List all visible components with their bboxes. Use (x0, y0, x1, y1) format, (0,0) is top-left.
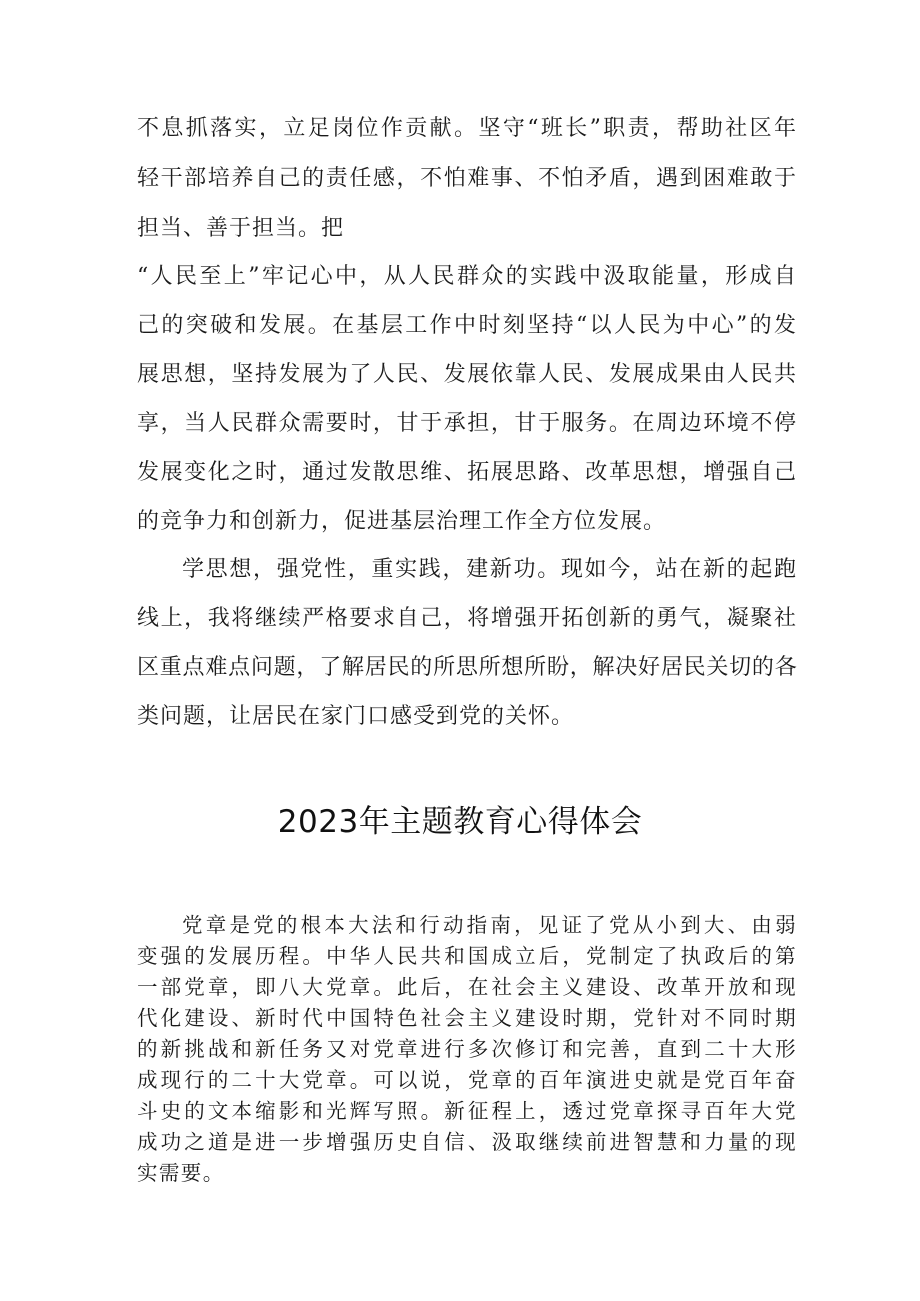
document-title: 2023年主题教育心得体会 (277, 804, 643, 840)
text-line: 展思想，坚持发展为了人民、发展依靠人民、发展成果由人民共 (137, 362, 797, 387)
text-line: 变强的发展历程。中华人民共和国成立后，党制定了执政后的第 (137, 944, 797, 968)
text-line: 轻干部培养自己的责任感，不怕难事、不怕矛盾，遇到困难敢于 (137, 166, 797, 191)
text-line: 不息抓落实，立足岗位作贡献。坚守“班长”职责，帮助社区年 (137, 116, 797, 141)
text-line: 成功之道是进一步增强历史自信、汲取继续前进智慧和力量的现 (137, 1130, 797, 1154)
text-line: 一部党章，即八大党章。此后，在社会主义建设、改革开放和现 (137, 975, 797, 999)
text-line: 代化建设、新时代中国特色社会主义建设时期，党针对不同时期 (137, 1006, 797, 1030)
text-line: 斗史的文本缩影和光辉写照。新征程上，透过党章探寻百年大党 (137, 1099, 797, 1123)
text-line: 学思想，强党性，重实践，建新功。现如今，站在新的起跑 (182, 557, 797, 582)
text-line: “人民至上”牢记心中，从人民群众的实践中汲取能量，形成自 (137, 264, 797, 289)
text-line: 区重点难点问题，了解居民的所思所想所盼，解决好居民关切的各 (137, 655, 797, 680)
text-line: 己的突破和发展。在基层工作中时刻坚持“以人民为中心”的发 (137, 313, 797, 338)
text-line: 党章是党的根本大法和行动指南，见证了党从小到大、由弱 (182, 913, 797, 937)
text-line: 类问题，让居民在家门口感受到党的关怀。 (137, 704, 575, 729)
text-line: 的新挑战和新任务又对党章进行多次修订和完善，直到二十大形 (137, 1037, 797, 1061)
text-line: 担当、善于担当。把 (137, 216, 345, 241)
text-line: 成现行的二十大党章。可以说，党章的百年演进史就是党百年奋 (137, 1068, 797, 1092)
text-line: 实需要。 (137, 1161, 225, 1185)
text-line: 发展变化之时，通过发散思维、拓展思路、改革思想，增强自己 (137, 460, 797, 485)
text-line: 享，当人民群众需要时，甘于承担，甘于服务。在周边环境不停 (137, 411, 797, 436)
text-line: 线上，我将继续严格要求自己，将增强开拓创新的勇气，凝聚社 (137, 606, 797, 631)
text-line: 的竞争力和创新力，促进基层治理工作全方位发展。 (137, 509, 667, 534)
